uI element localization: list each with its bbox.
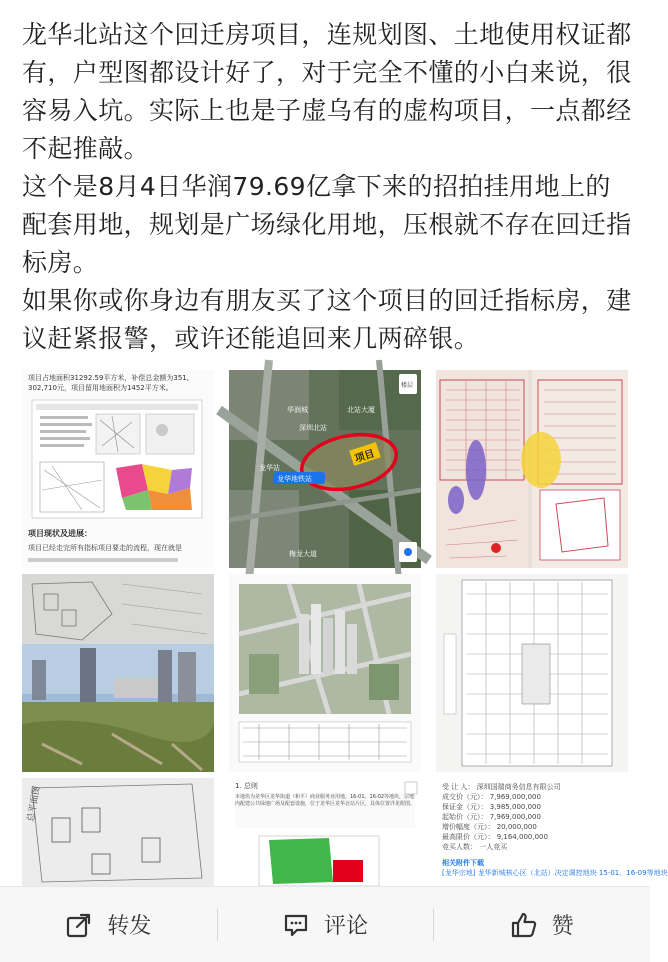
post-paragraph-2: 这个是8月4日华润79.69亿拿下来的招拍挂用地上的配套用地，规划是广场绿化用地，压根就不存在回迁指标房。 bbox=[22, 172, 632, 277]
image-rendering[interactable] bbox=[229, 574, 421, 772]
map-label-place: 华润城 bbox=[287, 406, 308, 414]
image-land-notice[interactable] bbox=[229, 778, 421, 887]
doc-line-2: 302,710元，项目留用地面积为1452平方米。 bbox=[28, 384, 173, 392]
map-label-road: 梅龙大道 bbox=[289, 550, 317, 558]
announcement-attachment-file: [龙华宗地] 龙华新城核心区（北站）决定调控地块 15-01、16-09等地块 bbox=[442, 869, 668, 877]
image-land-certificate[interactable] bbox=[436, 370, 628, 568]
announcement-company: 受 让 人： 深圳国瑞商务信息有限公司 bbox=[442, 783, 561, 791]
image-satellite-map[interactable] bbox=[229, 370, 421, 568]
announcement-start-price: 起始价（元）： 7,969,000,000 bbox=[442, 813, 541, 821]
post-paragraph-1: 龙华北站这个回迁房项目，连规划图、土地使用权证都有，户型图都设计好了，对于完全不懂的小白来说，很容易入坑。实际上也是子虚乌有的虚构项目，一点都经不起推敲。 bbox=[22, 20, 632, 163]
comment-button[interactable] bbox=[217, 887, 434, 962]
image-site-photo[interactable] bbox=[22, 574, 214, 772]
announcement-deposit: 保证金（元）： 3,985,000,000 bbox=[442, 803, 541, 811]
map-label-lane: 龙华地铁站 bbox=[277, 475, 312, 483]
comment-icon bbox=[282, 911, 310, 939]
site-plan-label: 总平面图 bbox=[26, 785, 43, 823]
announcement-bidders: 竞买人数： 一人竞买 bbox=[442, 843, 508, 851]
image-site-plan[interactable] bbox=[22, 778, 214, 887]
map-label-building: 北站大厦 bbox=[347, 406, 375, 414]
thumbs-up-icon bbox=[510, 911, 538, 939]
post-text bbox=[22, 16, 634, 358]
map-label-stop: 龙华站 bbox=[259, 464, 280, 472]
map-view-toggle: 楼层 bbox=[401, 382, 414, 389]
announcement-increment: 增价幅度（元）： 20,000,000 bbox=[442, 823, 537, 831]
forward-button[interactable] bbox=[0, 887, 217, 962]
comment-label: 评论 bbox=[324, 914, 369, 939]
image-auction-announcement[interactable] bbox=[436, 778, 668, 887]
notice-text: 本地块为龙华区龙华街道（和平）商业服务业用地，16-01、16-02等地块，宗地内配建公共绿地广场及配套设施，位于龙华区龙华北站片区，具体位置详见附图。 bbox=[235, 794, 416, 807]
image-gallery bbox=[22, 370, 668, 886]
like-button[interactable] bbox=[433, 887, 650, 962]
post-paragraph-3: 如果你或你身边有朋友买了这个项目的回迁指标房，建议赶紧报警，或许还能追回来几两碎银。 bbox=[22, 286, 632, 353]
announcement-deal-price: 成交价（元）： 7,969,000,000 bbox=[442, 793, 541, 801]
forward-icon bbox=[65, 911, 93, 939]
doc-line-1: 项目占地面积31292.59平方米，补偿总金额为351, bbox=[28, 374, 189, 382]
doc-heading: 项目现状及进展： bbox=[28, 529, 92, 538]
forward-label: 转发 bbox=[107, 914, 152, 939]
announcement-attachment-title: 相关附件下载 bbox=[442, 859, 484, 867]
image-floor-plan[interactable] bbox=[436, 574, 628, 772]
map-label-project: 项目 bbox=[353, 448, 377, 466]
doc-body: 项目已经走完所有指标项目要走的流程，现在就是 bbox=[28, 544, 182, 552]
like-label: 赞 bbox=[551, 914, 574, 939]
action-bar bbox=[0, 886, 650, 962]
announcement-cap-price: 最高限价（元）： 9,164,000,000 bbox=[442, 833, 548, 841]
map-label-station: 深圳北站 bbox=[299, 424, 327, 432]
notice-section: 1. 总则 bbox=[235, 782, 258, 790]
image-planning-document[interactable] bbox=[22, 370, 214, 568]
